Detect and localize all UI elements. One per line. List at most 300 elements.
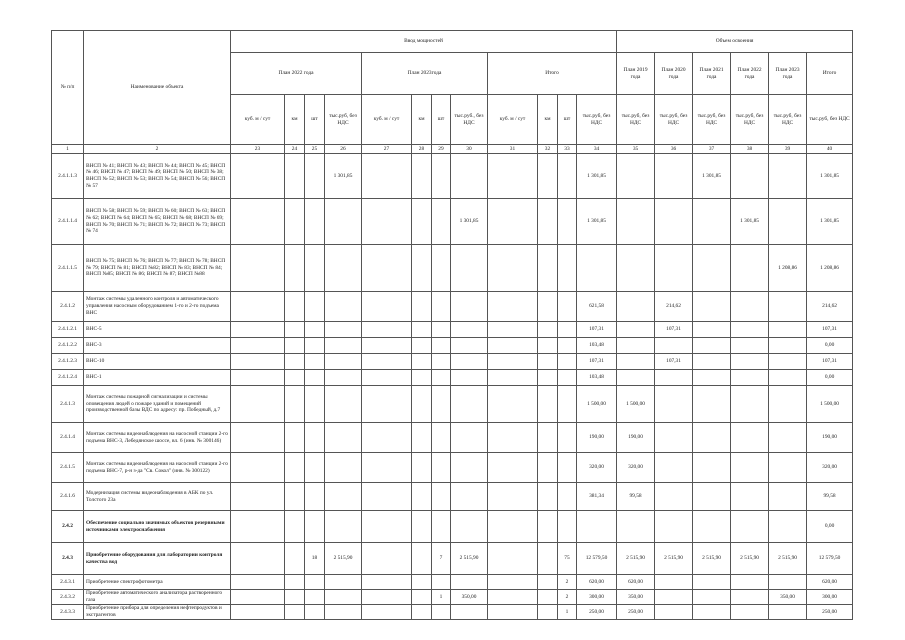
cell-c38	[731, 453, 769, 483]
cell-c36: 107,31	[655, 354, 693, 370]
cell-c24	[285, 511, 305, 543]
cell-c35	[617, 199, 655, 245]
cell-c25	[305, 370, 325, 386]
cell-c27	[362, 199, 412, 245]
cell-c34: 107,31	[577, 322, 617, 338]
cell-c33	[558, 154, 577, 199]
row-number: 2.4.3	[52, 543, 84, 575]
cell-c39	[769, 199, 807, 245]
cell-c37	[693, 605, 731, 620]
cell-c32	[538, 543, 558, 575]
cell-c28	[412, 575, 432, 590]
cell-c34	[577, 245, 617, 292]
cell-c25	[305, 354, 325, 370]
cell-c25	[305, 511, 325, 543]
cell-c26	[325, 199, 362, 245]
row-object-name: Приобретение оборудования для лаборатории контроля качества вод	[84, 543, 231, 575]
column-number: 39	[769, 145, 807, 154]
cell-c40: 107,31	[807, 354, 853, 370]
cell-c33	[558, 386, 577, 423]
cell-c29	[432, 292, 451, 322]
cell-c33: 1	[558, 605, 577, 620]
unit-km: км	[285, 95, 305, 145]
row-number: 2.4.1.2.2	[52, 338, 84, 354]
cell-c25	[305, 199, 325, 245]
cell-c28	[412, 199, 432, 245]
group-header-funding: Объем освоения	[617, 31, 853, 53]
cell-c30	[451, 605, 488, 620]
cell-c36	[655, 511, 693, 543]
cell-c35: 320,00	[617, 453, 655, 483]
cell-c39	[769, 292, 807, 322]
cell-c25	[305, 154, 325, 199]
cell-c25	[305, 245, 325, 292]
cell-c23	[231, 575, 285, 590]
row-object-name: Приобретение автоматического анализатора растворенного газа	[84, 590, 231, 605]
column-number: 1	[52, 145, 84, 154]
cell-c33	[558, 338, 577, 354]
cell-c29: 1	[432, 590, 451, 605]
cell-c25	[305, 453, 325, 483]
column-number-row	[52, 145, 853, 154]
column-number: 29	[432, 145, 451, 154]
row-number: 2.4.1.2	[52, 292, 84, 322]
cell-c38	[731, 605, 769, 620]
cell-c35: 250,00	[617, 605, 655, 620]
cell-c32	[538, 423, 558, 453]
cell-c30	[451, 575, 488, 590]
cell-c32	[538, 245, 558, 292]
cell-c27	[362, 511, 412, 543]
cell-c29	[432, 423, 451, 453]
cell-c40: 12 579,50	[807, 543, 853, 575]
cell-c34: 103,48	[577, 370, 617, 386]
cell-c28	[412, 292, 432, 322]
cell-c35: 2 515,90	[617, 543, 655, 575]
cell-c39	[769, 354, 807, 370]
cell-c34: 250,00	[577, 605, 617, 620]
row-object-name: Монтаж системы пожарной сигнализации и системы оповещения людей о пожаре зданий и помещений производственной базы ВДС по адресу: пр. Победный, д.7	[84, 386, 231, 423]
cell-c38	[731, 154, 769, 199]
cell-c27	[362, 338, 412, 354]
unit-sht: шт	[558, 95, 577, 145]
cell-c34: 621,58	[577, 292, 617, 322]
cell-c31	[488, 338, 538, 354]
header-plan-2022: План 2022 года	[231, 53, 362, 95]
cell-c27	[362, 575, 412, 590]
cell-c38: 2 515,90	[731, 543, 769, 575]
cell-c30	[451, 483, 488, 511]
cell-c32	[538, 338, 558, 354]
cell-c32	[538, 386, 558, 423]
cell-c29	[432, 386, 451, 423]
cell-c26	[325, 338, 362, 354]
cell-c36	[655, 370, 693, 386]
row-object-name: ВНСП № 41; ВНСП № 43; ВНСП № 44; ВНСП № 45; ВНСП № 46; ВНСП № 47; ВНСП № 49; ВНСП № 50; ВНСП № 38; ВНСП № 52; ВНСП № 53; ВНСП № 54; ВНСП № 56; ВНСП № 57	[84, 154, 231, 199]
cell-c28	[412, 354, 432, 370]
cell-c30	[451, 423, 488, 453]
row-object-name: ВНС-10	[84, 354, 231, 370]
cell-c27	[362, 322, 412, 338]
cell-c28	[412, 154, 432, 199]
cell-c29	[432, 322, 451, 338]
cell-c28	[412, 483, 432, 511]
unit-rub: тыс.руб., без НДС	[451, 95, 488, 145]
cell-c26	[325, 423, 362, 453]
cell-c38	[731, 575, 769, 590]
cell-c35: 99,58	[617, 483, 655, 511]
column-number: 2	[84, 145, 231, 154]
cell-c36: 2 515,90	[655, 543, 693, 575]
cell-c33	[558, 453, 577, 483]
cell-c39	[769, 605, 807, 620]
cell-c37	[693, 245, 731, 292]
cell-c31	[488, 423, 538, 453]
cell-c32	[538, 590, 558, 605]
cell-c38	[731, 511, 769, 543]
cell-c34: 1 301,85	[577, 154, 617, 199]
cell-c26	[325, 322, 362, 338]
cell-c33	[558, 354, 577, 370]
cell-c24	[285, 322, 305, 338]
column-number: 31	[488, 145, 538, 154]
column-number: 35	[617, 145, 655, 154]
cell-c38	[731, 245, 769, 292]
cell-c23	[231, 292, 285, 322]
row-object-name: Монтаж системы видеонаблюдения на насосной станции 2-го подъема ВНС-7, р-н з-да "Св. Сокол" (инв. № 300122)	[84, 453, 231, 483]
cell-c40: 1 500,00	[807, 386, 853, 423]
cell-c30	[451, 322, 488, 338]
cell-c31	[488, 453, 538, 483]
row-object-name: ВНС-5	[84, 322, 231, 338]
table-row	[52, 322, 853, 338]
cell-c23	[231, 338, 285, 354]
cell-c28	[412, 386, 432, 423]
row-object-name: Модернизация системы видеонаблюдения в АБК по ул. Толстого 23а	[84, 483, 231, 511]
cell-c39	[769, 370, 807, 386]
header-itogo: Итого	[488, 53, 617, 95]
cell-c36	[655, 453, 693, 483]
cell-c29	[432, 338, 451, 354]
header-plan-2022-funding: План 2022 года	[731, 53, 769, 95]
cell-c31	[488, 154, 538, 199]
cell-c23	[231, 354, 285, 370]
cell-c37	[693, 199, 731, 245]
row-object-name: Обеспечение социально значимых объектов резервными источниками электроснабжения	[84, 511, 231, 543]
row-number: 2.4.1.1.5	[52, 245, 84, 292]
cell-c32	[538, 605, 558, 620]
table-row	[52, 453, 853, 483]
table-row	[52, 605, 853, 620]
cell-c28	[412, 338, 432, 354]
cell-c23	[231, 245, 285, 292]
unit-rub: тыс.руб, без НДС	[617, 95, 655, 145]
table-row	[52, 370, 853, 386]
cell-c34: 107,31	[577, 354, 617, 370]
row-object-name: Приобретение прибора для определения нефтепродуктов и экстрагентов	[84, 605, 231, 620]
cell-c34: 103,48	[577, 338, 617, 354]
cell-c39	[769, 322, 807, 338]
cell-c29	[432, 605, 451, 620]
cell-c28	[412, 245, 432, 292]
cell-c33	[558, 245, 577, 292]
cell-c29	[432, 575, 451, 590]
cell-c28	[412, 605, 432, 620]
cell-c32	[538, 575, 558, 590]
cell-c26	[325, 354, 362, 370]
cell-c25	[305, 590, 325, 605]
cell-c23	[231, 483, 285, 511]
cell-c34: 1 301,85	[577, 199, 617, 245]
cell-c38	[731, 322, 769, 338]
column-number: 28	[412, 145, 432, 154]
cell-c33: 75	[558, 543, 577, 575]
cell-c35	[617, 245, 655, 292]
cell-c36: 107,31	[655, 322, 693, 338]
cell-c33: 2	[558, 590, 577, 605]
row-object-name: ВНСП № 75; ВНСП № 76; ВНСП № 77; ВНСП № 78; ВНСП № 79; ВНСП № 81; ВНСП №82; ВНСП № 83; ВНСП № 84; ВНСП №85; ВНСП № 86; ВНСП № 87; ВНСП №88	[84, 245, 231, 292]
unit-cub: куб. м / сут	[488, 95, 538, 145]
cell-c26: 1 301,85	[325, 154, 362, 199]
cell-c37	[693, 338, 731, 354]
table-row	[52, 338, 853, 354]
cell-c27	[362, 154, 412, 199]
cell-c36	[655, 199, 693, 245]
cell-c34: 12 579,50	[577, 543, 617, 575]
column-number: 24	[285, 145, 305, 154]
table-row	[52, 423, 853, 453]
cell-c26	[325, 590, 362, 605]
cell-c26	[325, 511, 362, 543]
cell-c27	[362, 354, 412, 370]
cell-c35	[617, 354, 655, 370]
col-header-name: Наименование объекта	[84, 31, 231, 145]
row-number: 2.4.1.3	[52, 386, 84, 423]
cell-c27	[362, 370, 412, 386]
cell-c35: 190,00	[617, 423, 655, 453]
cell-c35	[617, 322, 655, 338]
cell-c30	[451, 354, 488, 370]
cell-c25	[305, 423, 325, 453]
cell-c39	[769, 453, 807, 483]
cell-c36	[655, 386, 693, 423]
cell-c24	[285, 338, 305, 354]
column-number: 23	[231, 145, 285, 154]
cell-c25: 18	[305, 543, 325, 575]
unit-km: км	[412, 95, 432, 145]
cell-c36	[655, 605, 693, 620]
unit-rub: тыс.руб, без НДС	[769, 95, 807, 145]
unit-cub: куб. м / сут	[362, 95, 412, 145]
table-row	[52, 483, 853, 511]
unit-rub: тыс.руб, без НДС	[807, 95, 853, 145]
header-plan-2021: План 2021 года	[693, 53, 731, 95]
cell-c33	[558, 199, 577, 245]
header-plan-2023-funding: План 2023 года	[769, 53, 807, 95]
row-object-name: Приобретение спектрофотометра	[84, 575, 231, 590]
cell-c40: 300,00	[807, 590, 853, 605]
cell-c23	[231, 511, 285, 543]
cell-c37: 2 515,90	[693, 543, 731, 575]
cell-c27	[362, 292, 412, 322]
cell-c40: 190,00	[807, 423, 853, 453]
row-object-name: Монтаж системы удаленного контроля и автоматического управления насосным оборудованием 1-го и 2-го подъема ВНС	[84, 292, 231, 322]
cell-c31	[488, 199, 538, 245]
cell-c23	[231, 154, 285, 199]
table-row	[52, 543, 853, 575]
cell-c36	[655, 483, 693, 511]
cell-c36	[655, 338, 693, 354]
cell-c30: 1 301,85	[451, 199, 488, 245]
cell-c32	[538, 511, 558, 543]
cell-c40: 1 301,85	[807, 154, 853, 199]
cell-c33	[558, 511, 577, 543]
cell-c26	[325, 483, 362, 511]
cell-c26	[325, 605, 362, 620]
cell-c24	[285, 292, 305, 322]
cell-c27	[362, 453, 412, 483]
cell-c37	[693, 423, 731, 453]
cell-c28	[412, 370, 432, 386]
cell-c23	[231, 590, 285, 605]
row-number: 2.4.1.2.4	[52, 370, 84, 386]
row-number: 2.4.1.5	[52, 453, 84, 483]
cell-c26	[325, 575, 362, 590]
cell-c25	[305, 338, 325, 354]
cell-c40: 250,00	[807, 605, 853, 620]
cell-c31	[488, 605, 538, 620]
row-number: 2.4.1.6	[52, 483, 84, 511]
cell-c31	[488, 590, 538, 605]
cell-c37	[693, 386, 731, 423]
cell-c38	[731, 338, 769, 354]
col-header-number: № п/п	[52, 31, 84, 145]
cell-c35	[617, 292, 655, 322]
row-object-name: ВНСП № 58; ВНСП № 59; ВНСП № 60; ВНСП № 63; ВНСП № 62; ВНСП № 64; ВНСП № 65; ВНСП № 68; ВНСП № 69; ВНСП № 70; ВНСП № 71; ВНСП № 72; ВНСП № 73; ВНСП № 74	[84, 199, 231, 245]
cell-c34: 620,00	[577, 575, 617, 590]
unit-rub: тыс.руб, без НДС	[577, 95, 617, 145]
cell-c25	[305, 292, 325, 322]
cell-c31	[488, 386, 538, 423]
cell-c40: 1 208,86	[807, 245, 853, 292]
cell-c24	[285, 154, 305, 199]
cell-c40: 0,00	[807, 338, 853, 354]
column-number: 25	[305, 145, 325, 154]
cell-c28	[412, 543, 432, 575]
table-row	[52, 590, 853, 605]
table-row	[52, 245, 853, 292]
column-number: 36	[655, 145, 693, 154]
cell-c31	[488, 370, 538, 386]
column-number: 33	[558, 145, 577, 154]
cell-c32	[538, 199, 558, 245]
column-number: 27	[362, 145, 412, 154]
cell-c37	[693, 590, 731, 605]
cell-c39	[769, 423, 807, 453]
cell-c24	[285, 590, 305, 605]
cell-c33	[558, 423, 577, 453]
cell-c28	[412, 453, 432, 483]
cell-c27	[362, 543, 412, 575]
cell-c39	[769, 575, 807, 590]
row-number: 2.4.1.2.1	[52, 322, 84, 338]
cell-c34: 190,00	[577, 423, 617, 453]
cell-c30	[451, 338, 488, 354]
cell-c27	[362, 245, 412, 292]
cell-c27	[362, 386, 412, 423]
row-object-name: Монтаж системы видеонаблюдения на насосной станции 2-го подъема ВНС-3, Лебедянское шоссе, вл. 6 (инв. № 300146)	[84, 423, 231, 453]
cell-c25	[305, 605, 325, 620]
cell-c24	[285, 543, 305, 575]
cell-c37	[693, 511, 731, 543]
cell-c35: 1 500,00	[617, 386, 655, 423]
cell-c25	[305, 575, 325, 590]
cell-c29	[432, 354, 451, 370]
cell-c29	[432, 245, 451, 292]
cell-c38	[731, 483, 769, 511]
unit-rub: тыс.руб, без НДС	[731, 95, 769, 145]
cell-c36	[655, 423, 693, 453]
cell-c40: 99,58	[807, 483, 853, 511]
cell-c29: 7	[432, 543, 451, 575]
cell-c35	[617, 338, 655, 354]
cell-c37	[693, 453, 731, 483]
cell-c36	[655, 154, 693, 199]
cell-c30	[451, 386, 488, 423]
cell-c32	[538, 322, 558, 338]
cell-c23	[231, 386, 285, 423]
cell-c40: 620,00	[807, 575, 853, 590]
cell-c32	[538, 292, 558, 322]
cell-c34: 300,00	[577, 590, 617, 605]
cell-c40: 320,00	[807, 453, 853, 483]
cell-c37	[693, 322, 731, 338]
header-plan-2020: План 2020 года	[655, 53, 693, 95]
row-number: 2.4.3.2	[52, 590, 84, 605]
cell-c33	[558, 370, 577, 386]
cell-c27	[362, 423, 412, 453]
cell-c28	[412, 322, 432, 338]
cell-c27	[362, 605, 412, 620]
cell-c38	[731, 590, 769, 605]
cell-c28	[412, 511, 432, 543]
cell-c39	[769, 338, 807, 354]
cell-c40: 107,31	[807, 322, 853, 338]
cell-c40: 214,62	[807, 292, 853, 322]
cell-c39	[769, 154, 807, 199]
cell-c39	[769, 483, 807, 511]
cell-c32	[538, 154, 558, 199]
cell-c39: 1 208,86	[769, 245, 807, 292]
table-row	[52, 292, 853, 322]
cell-c35: 620,00	[617, 575, 655, 590]
cell-c34: 1 500,00	[577, 386, 617, 423]
row-number: 2.4.1.1.3	[52, 154, 84, 199]
cell-c27	[362, 590, 412, 605]
cell-c40: 0,00	[807, 511, 853, 543]
cell-c26	[325, 292, 362, 322]
cell-c32	[538, 483, 558, 511]
cell-c34	[577, 511, 617, 543]
cell-c33: 2	[558, 575, 577, 590]
cell-c38	[731, 370, 769, 386]
unit-cub: куб. м / сут	[231, 95, 285, 145]
cell-c30	[451, 370, 488, 386]
row-number: 2.4.1.1.4	[52, 199, 84, 245]
cell-c29	[432, 154, 451, 199]
group-header-capacity: Ввод мощностей	[231, 31, 617, 53]
cell-c30	[451, 511, 488, 543]
